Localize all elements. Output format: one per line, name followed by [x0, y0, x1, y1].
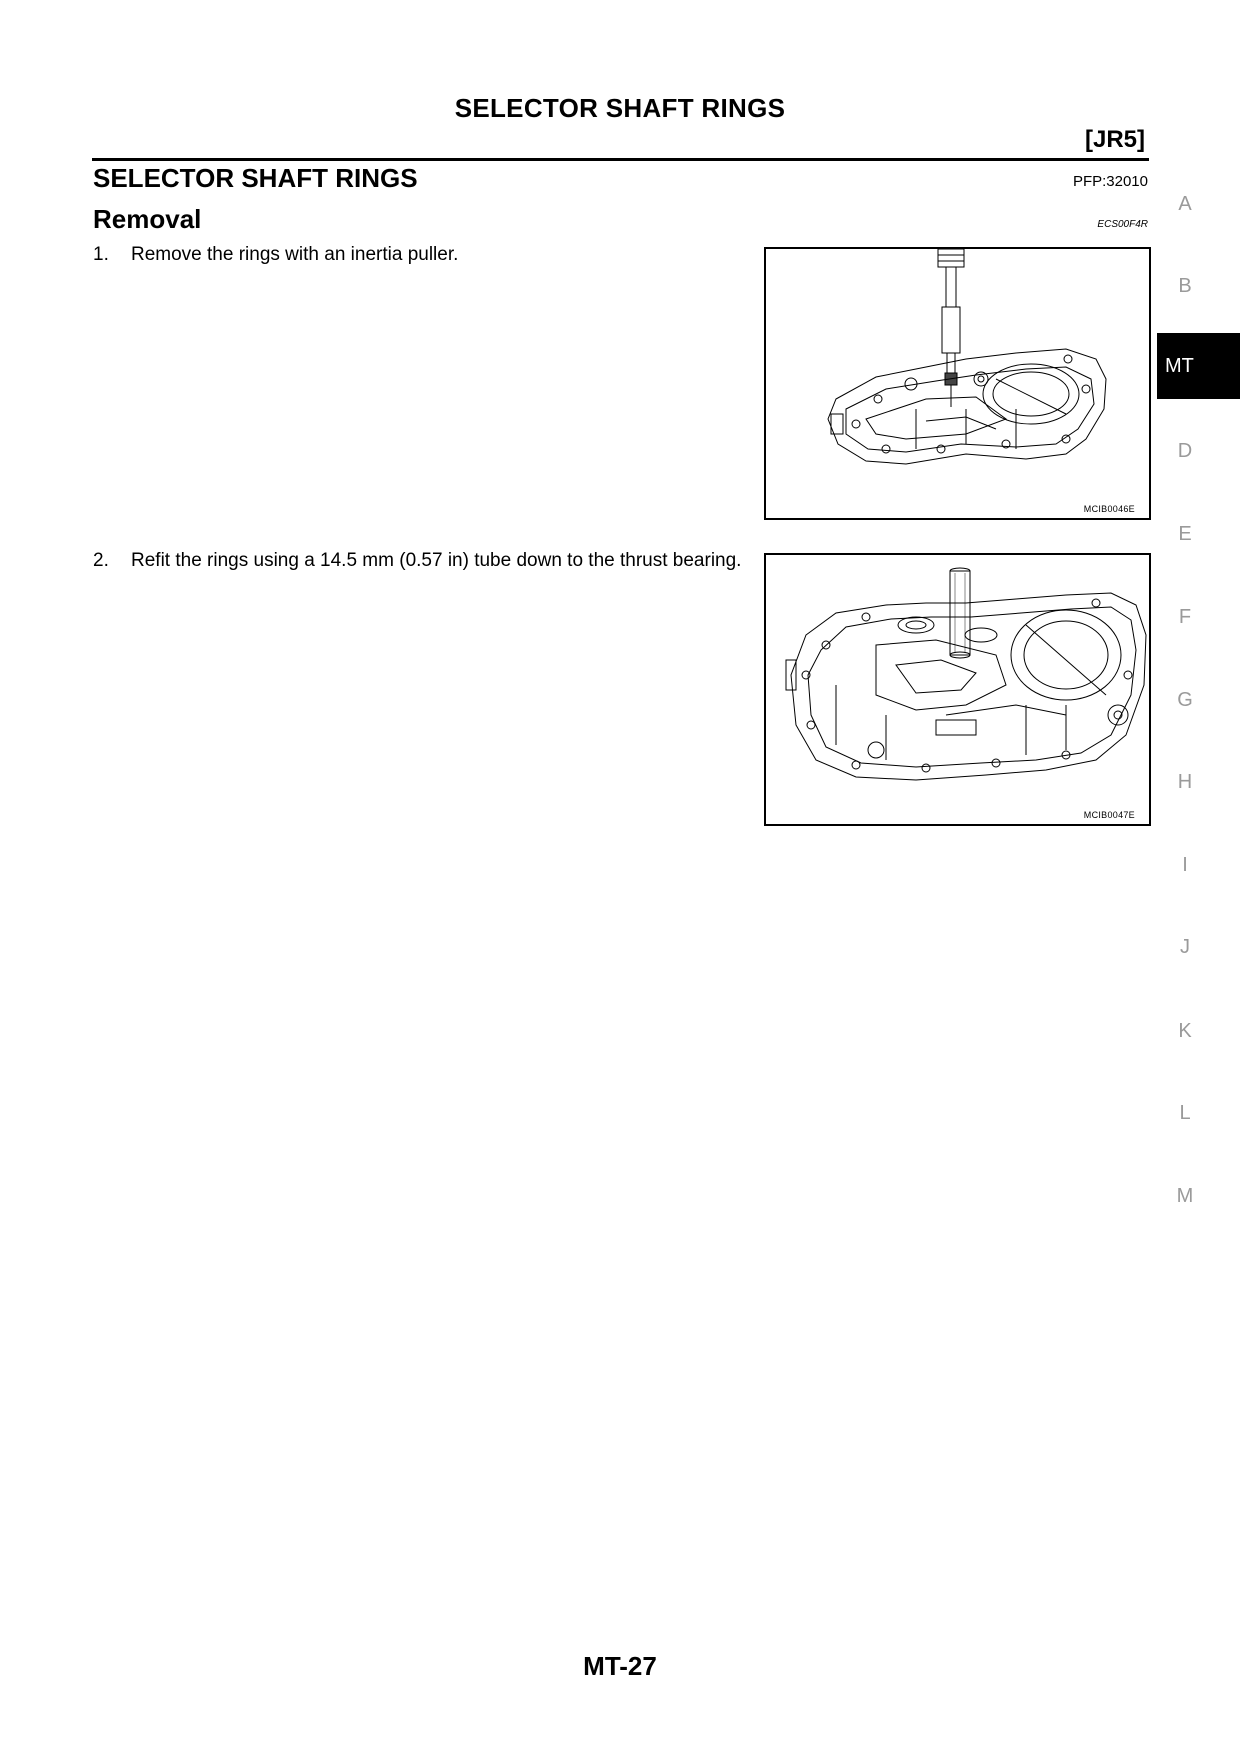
- side-index-e[interactable]: E: [1178, 523, 1192, 545]
- side-index-i[interactable]: I: [1182, 854, 1188, 876]
- title-rule: [92, 158, 1149, 161]
- side-index-b[interactable]: B: [1178, 275, 1192, 297]
- tube-illustration: [766, 555, 1149, 824]
- step-text: Refit the rings using a 14.5 mm (0.57 in) tube down to the thrust bearing.: [131, 550, 742, 571]
- side-index-g[interactable]: G: [1177, 689, 1193, 711]
- step-text: Remove the rings with an inertia puller.: [131, 244, 459, 265]
- section-title: SELECTOR SHAFT RINGS: [93, 163, 418, 193]
- side-index-h[interactable]: H: [1177, 771, 1193, 793]
- side-index-l[interactable]: L: [1179, 1102, 1191, 1124]
- pfp-code: PFP:32010: [1072, 173, 1148, 190]
- ec-code: ECS00F4R: [1097, 219, 1148, 230]
- step-number: 1.: [93, 244, 109, 265]
- side-index-f[interactable]: F: [1178, 606, 1192, 628]
- subsection-title: Removal: [93, 204, 202, 234]
- step-2: [93, 549, 753, 573]
- figure-code: MCIB0047E: [1083, 810, 1135, 820]
- page-title: SELECTOR SHAFT RINGS: [454, 93, 786, 123]
- figure-inertia-puller: [764, 247, 1151, 520]
- page-number: MT-27: [583, 1651, 657, 1681]
- side-index: [1157, 0, 1240, 1754]
- side-index-k[interactable]: K: [1178, 1020, 1192, 1042]
- figure-tube: [764, 553, 1151, 826]
- inertia-puller-illustration: [766, 249, 1149, 518]
- model-code: [JR5]: [1084, 126, 1145, 153]
- side-index-d[interactable]: D: [1177, 440, 1193, 462]
- step-number: 2.: [93, 550, 109, 571]
- side-index-m[interactable]: M: [1176, 1185, 1194, 1207]
- figure-code: MCIB0046E: [1083, 504, 1135, 514]
- side-index-mt-label: MT: [1165, 355, 1194, 377]
- side-index-j[interactable]: J: [1180, 936, 1190, 958]
- side-index-a[interactable]: A: [1178, 193, 1192, 215]
- step-1: [93, 243, 743, 267]
- side-index-mt-active[interactable]: [1157, 333, 1240, 399]
